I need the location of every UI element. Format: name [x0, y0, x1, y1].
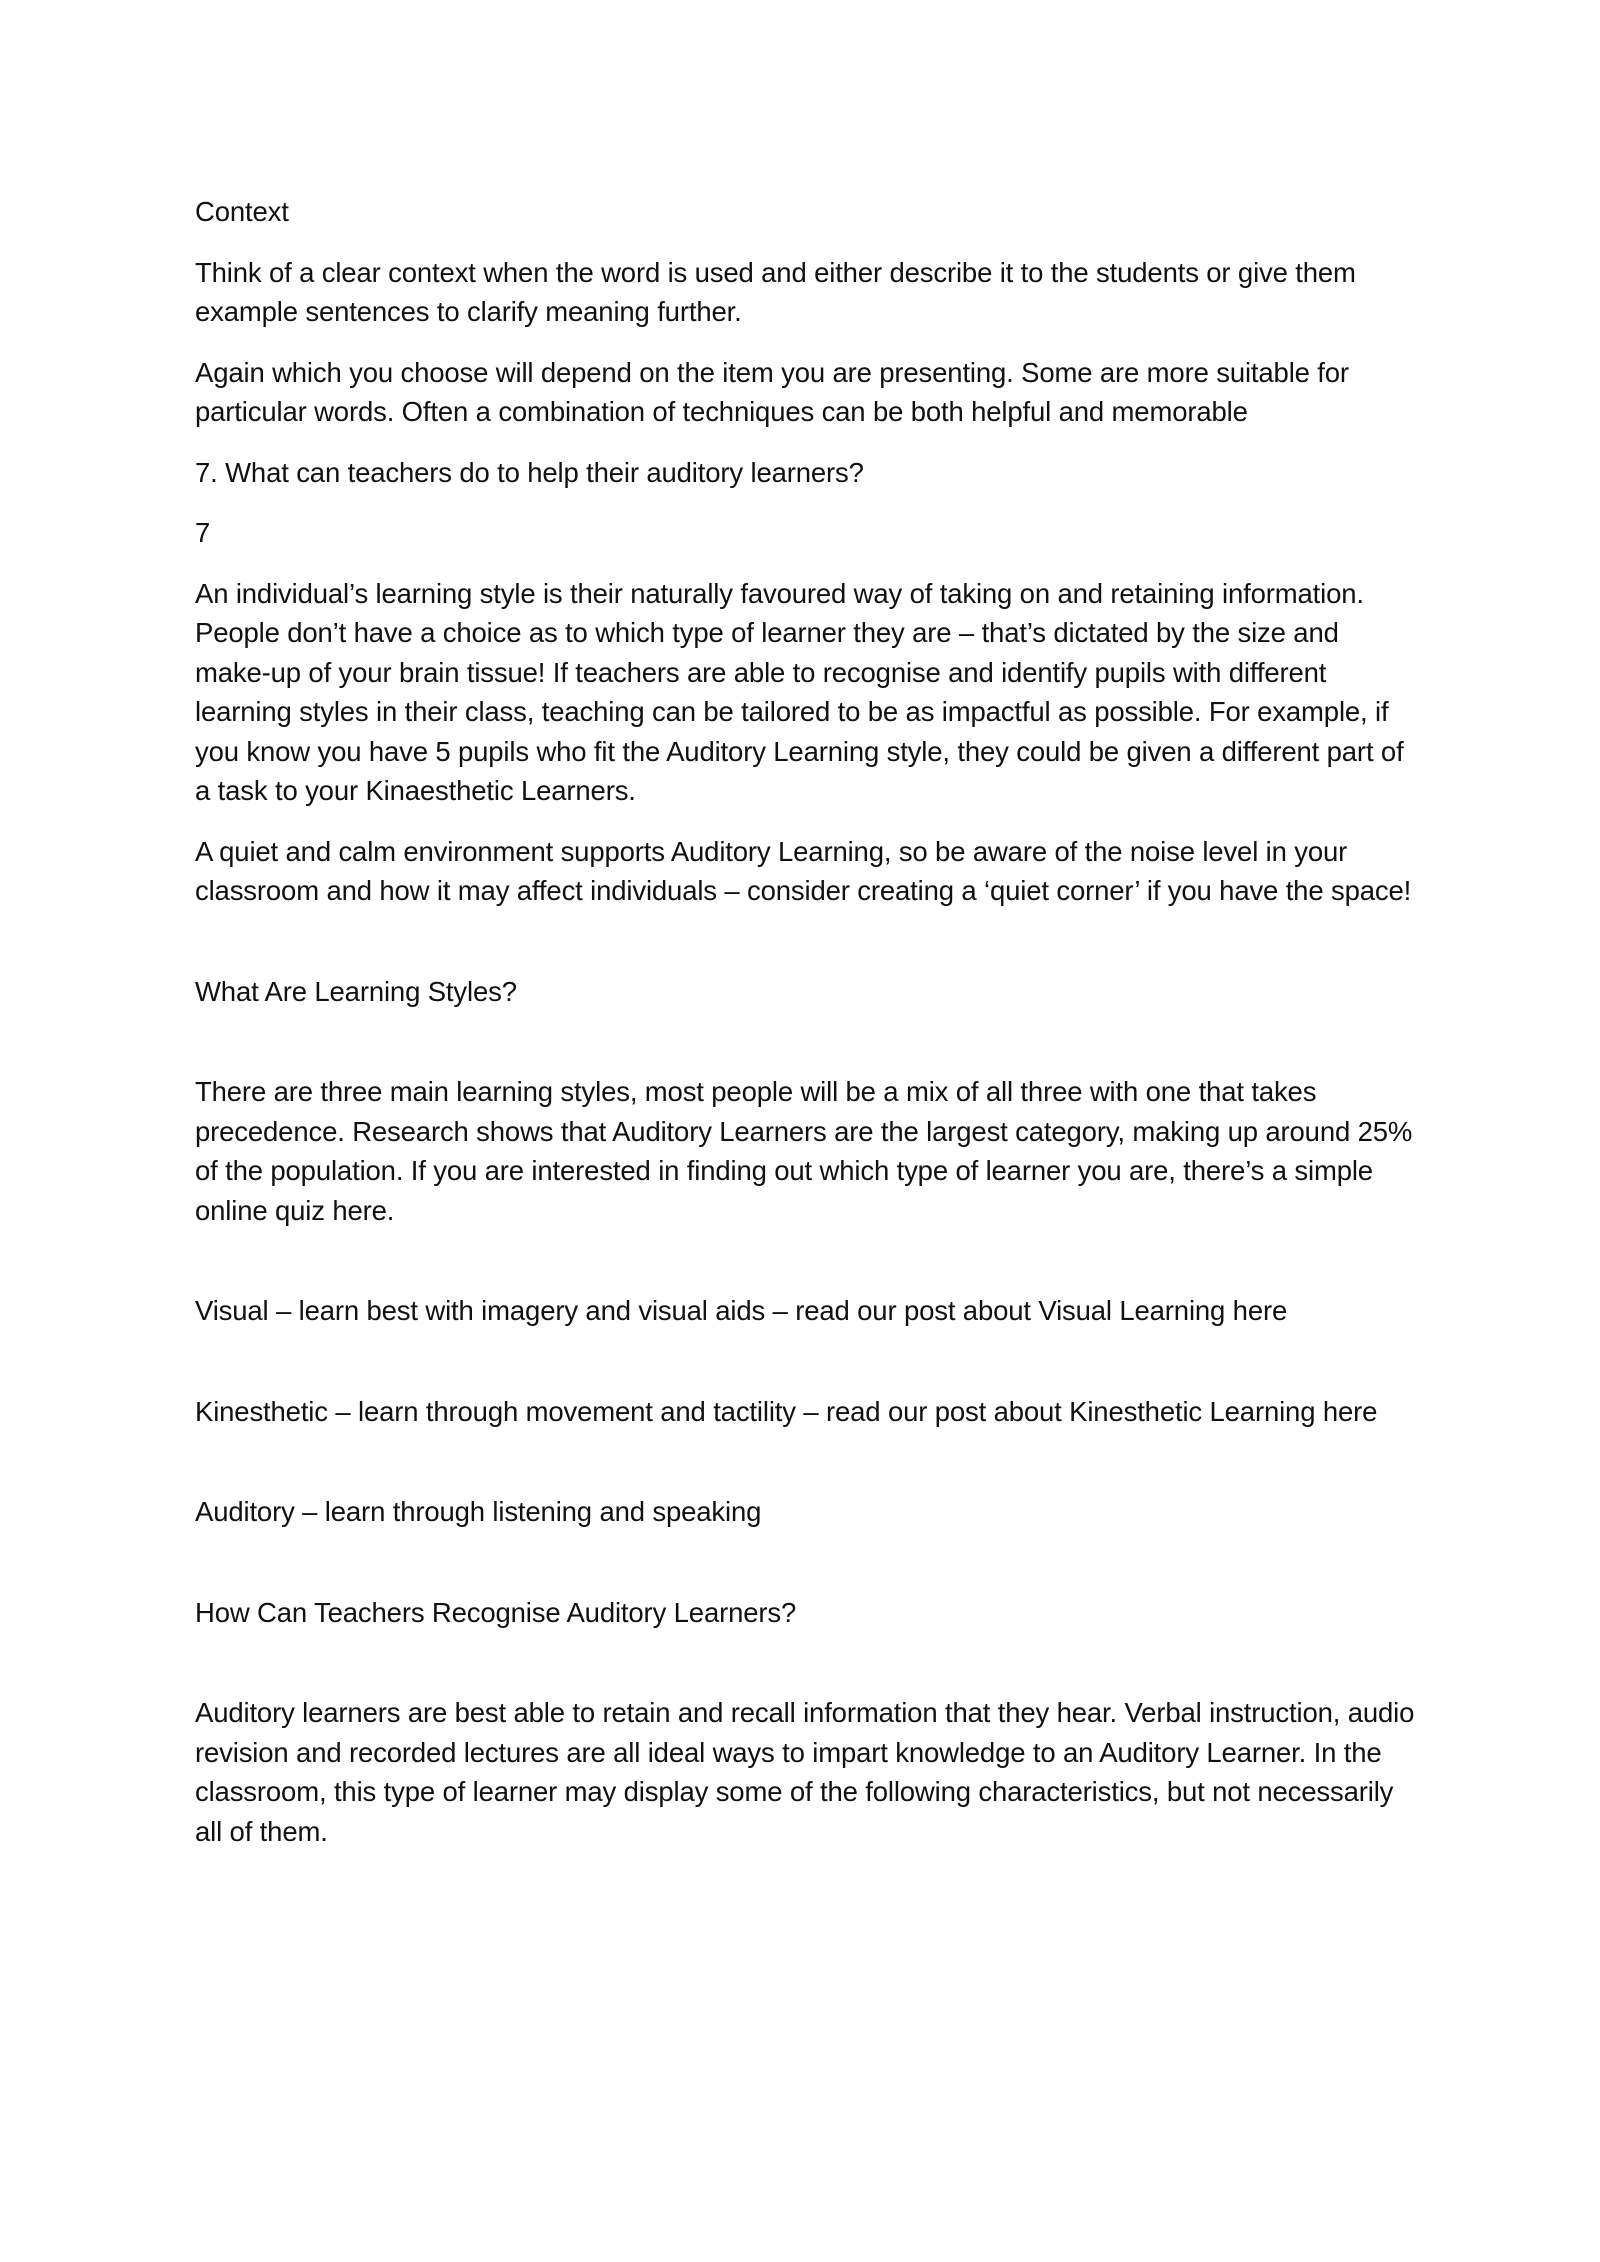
auditory-learners-paragraph: Auditory learners are best able to retain and recall information that they hear. Verbal instruction, audio revision and recorded lectures are all ideal ways to impart knowledge to an Auditory Learner. In the classroom, this type of learner may display some of the following characteristics, but not necessarily all of them. — [195, 1697, 1415, 1847]
auditory-style-item: Auditory – learn through listening and speaking — [195, 1496, 762, 1527]
visual-style-item: Visual – learn best with imagery and visual aids – read our post about Visual Learning here — [195, 1295, 1288, 1326]
context-paragraph: Think of a clear context when the word is used and either describe it to the students or give them example sentences to clarify meaning further. — [195, 256, 1356, 327]
three-styles-paragraph: There are three main learning styles, most people will be a mix of all three with one that takes precedence. Research shows that Auditory Learners are the largest category, making up around 25% of the population. If you are interested in finding out which type of learner you are, there’s a simple online quiz here. — [195, 1076, 1413, 1226]
kinesthetic-style-item: Kinesthetic – learn through movement and tactility – read our post about Kinesthetic Learning here — [195, 1395, 1378, 1427]
context-heading: Context — [195, 196, 289, 227]
question-number: 7 — [195, 517, 211, 548]
quiet-environment-paragraph: A quiet and calm environment supports Auditory Learning, so be aware of the noise level in your classroom and how it may affect individuals – consider creating a ‘quiet corner’ if you have the space! — [195, 835, 1412, 906]
recognise-heading: How Can Teachers Recognise Auditory Learners? — [195, 1596, 797, 1628]
techniques-paragraph: Again which you choose will depend on the item you are presenting. Some are more suitable for particular words. Often a combination of techniques can be both helpful and memorable — [195, 356, 1349, 427]
learning-style-paragraph: An individual’s learning style is their naturally favoured way of taking on and retaining information. People don’t have a choice as to which type of learner they are – that’s dictated by the size and make-up of your brain tissue! If teachers are able to recognise and identify pupils with different learning styles in their class, teaching can be tailored to be as impactful as possible. For example, if you know you have 5 pupils who fit the Auditory Learning style, they could be given a different part of a task to your Kinaesthetic Learners. — [195, 577, 1404, 806]
learning-styles-heading: What Are Learning Styles? — [195, 975, 517, 1007]
question-heading: 7. What can teachers do to help their auditory learners? — [195, 456, 864, 488]
document-body — [195, 192, 1420, 1872]
